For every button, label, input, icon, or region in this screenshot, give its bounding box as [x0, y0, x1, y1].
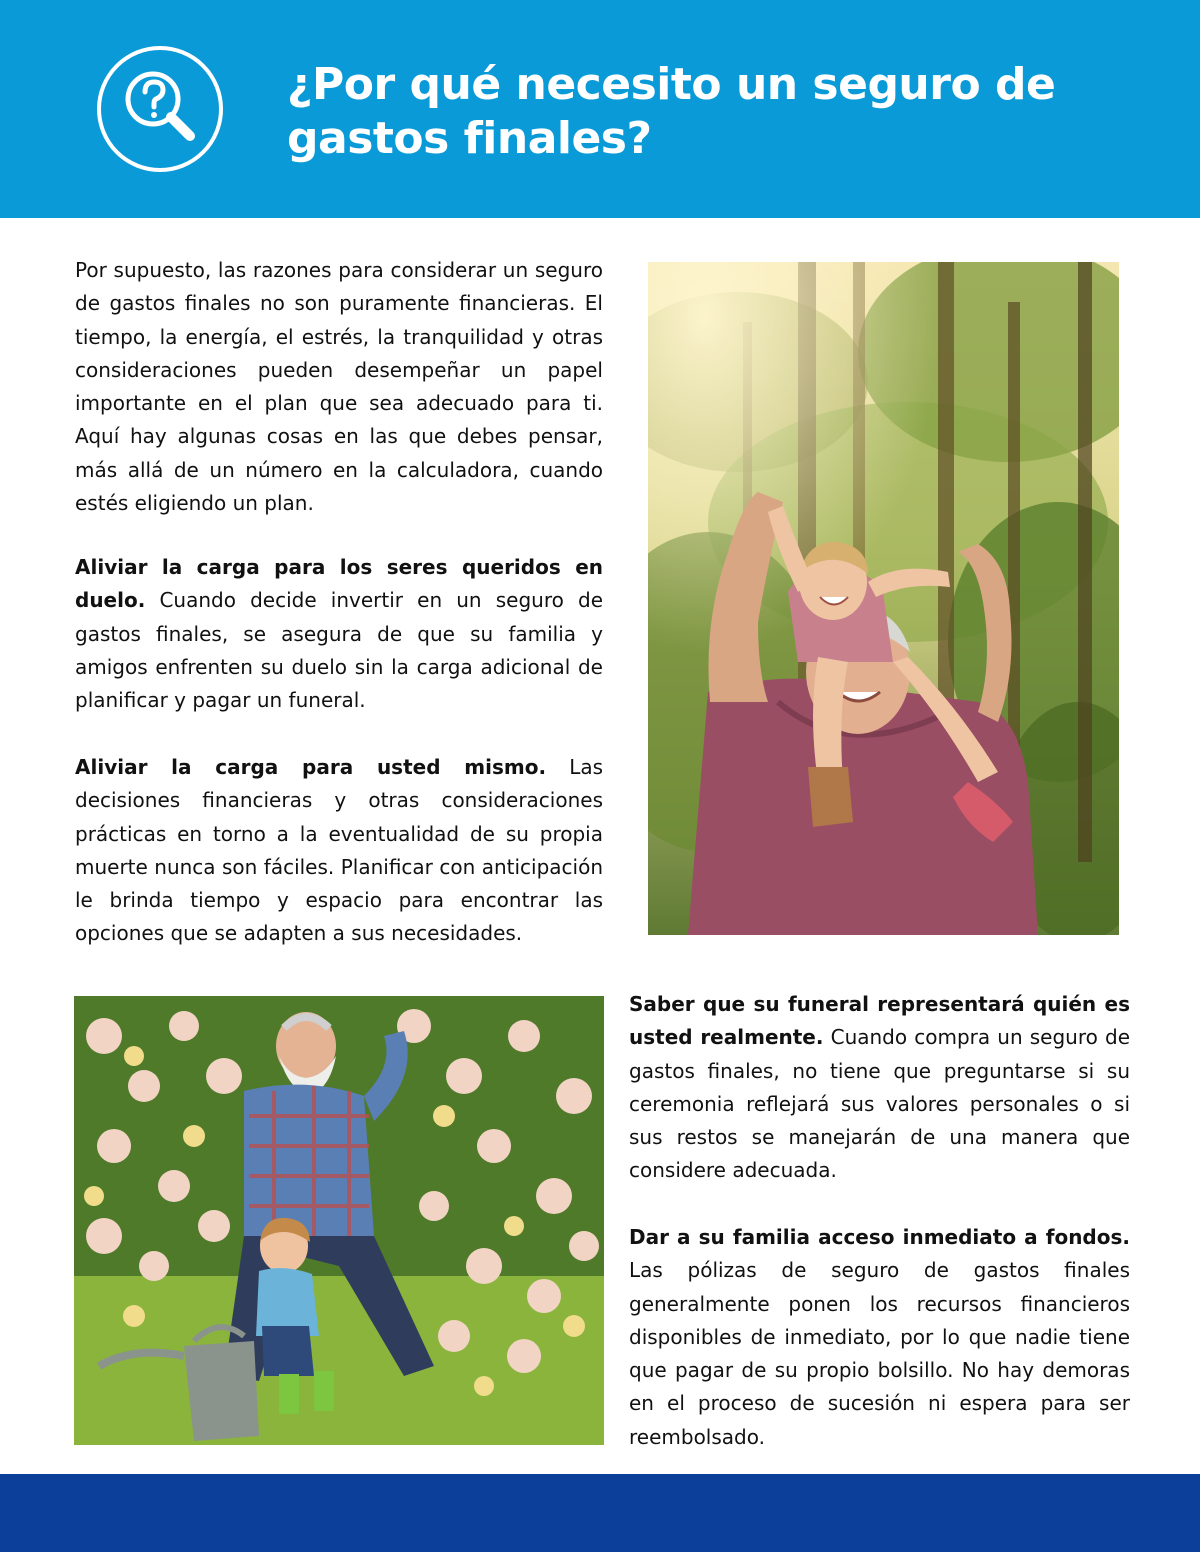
intro-paragraph: Por supuesto, las razones para considerar un seguro de gastos finales no son puramente financieras. El tiempo, la energía, el estrés, la tranquilidad y otras consideraciones pueden desempeñar un papel importante en el plan que sea adecuado para ti. Aquí hay algunas cosas en las que debes pensar, más allá de un número en la calculadora, cuando estés eligiendo un plan. — [75, 258, 603, 516]
page-title: ¿Por qué necesito un seguro de gastos finales? — [287, 59, 1056, 164]
question-search-icon — [95, 44, 225, 174]
section-4-paragraph — [629, 1221, 1130, 1454]
section-4-body: Las pólizas de seguro de gastos finales generalmente ponen los recursos financieros disponibles de inmediato, por lo que nadie tiene que pagar de su propio bolsillo. No hay demoras en el proceso de sucesión ni espera para ser reembolsado. — [629, 1258, 1130, 1449]
section-1-body: Cuando decide invertir en un seguro de gastos finales, se asegura de que su familia y amigos enfrenten su duelo sin la carga adicional de planificar y pagar un funeral. — [75, 588, 603, 713]
section-3-heading: Saber que su funeral representará quién es usted realmente. — [629, 992, 1130, 1050]
page-footer — [0, 1474, 1200, 1552]
grandfather-grandson-garden-photo — [74, 996, 604, 1445]
section-1-paragraph — [75, 551, 603, 717]
section-3-body: Cuando compra un seguro de gastos finales, no tiene que preguntarse si su ceremonia reflejará sus valores personales o si sus restos se manejarán de una manera que considere adecuada. — [629, 1025, 1130, 1183]
section-3-paragraph — [629, 988, 1130, 1188]
section-4-heading: Dar a su familia acceso inmediato a fondos. — [629, 1225, 1130, 1249]
grandfather-child-on-shoulders-photo — [648, 262, 1119, 935]
section-1-heading: Aliviar la carga para los seres queridos en duelo. — [75, 555, 603, 613]
section-2-paragraph — [75, 751, 603, 951]
page-header — [0, 0, 1200, 218]
section-2-body: Las decisiones financieras y otras consideraciones prácticas en torno a la eventualidad de su propia muerte nunca son fáciles. Planificar con anticipación le brinda tiempo y espacio para encontrar las opciones que se adapten a sus necesidades. — [75, 755, 604, 946]
section-2-heading: Aliviar la carga para usted mismo. — [75, 755, 547, 779]
